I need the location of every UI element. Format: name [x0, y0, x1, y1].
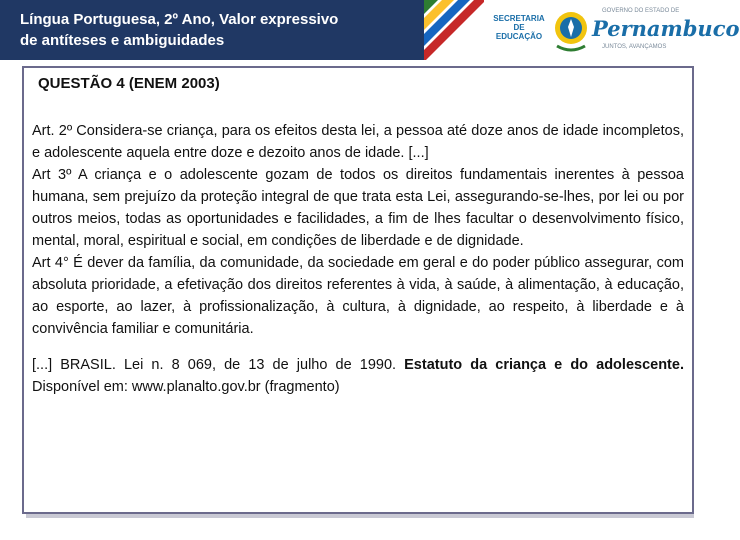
- secretaria-line-1: SECRETARIA: [493, 14, 545, 23]
- paragraph-art-2: Art. 2º Considera-se criança, para os efeitos desta lei, a pessoa até doze anos de idade incompletos, e adolescente aquela entre doze e dezoito anos de idade. [...]: [32, 123, 684, 161]
- title-line-2: de antíteses e ambiguidades: [20, 32, 225, 49]
- slide-title: [20, 9, 440, 51]
- question-title: QUESTÃO 4 (ENEM 2003): [38, 75, 220, 92]
- secretaria-logo: [490, 14, 548, 41]
- paragraph-art-4: Art 4° É dever da família, da comunidade, da sociedade em geral e do poder público assegurar, com absoluta prioridade, a efetivação dos direitos referentes à vida, à saúde, à alimentação, à educação, ao esporte, ao lazer, à profissionalização, à cultura, à dignidade, ao respeito, à liberdade e à convivência familiar e comunitária.: [32, 255, 684, 337]
- title-line-1: Língua Portuguesa, 2º Ano, Valor expressivo: [20, 11, 339, 28]
- brasao-icon: [551, 6, 591, 54]
- box-shadow: [26, 514, 694, 518]
- citation-title: Estatuto da criança e do adolescente.: [404, 357, 684, 373]
- color-stripes-icon: [424, 0, 484, 60]
- pernambuco-logo-name: Pernambuco: [592, 16, 740, 41]
- pernambuco-logo-top: GOVERNO DO ESTADO DE: [602, 8, 680, 14]
- question-text: [32, 120, 684, 398]
- citation-prefix: [...] BRASIL. Lei n. 8 069, de 13 de julho de 1990.: [32, 357, 405, 373]
- pernambuco-logo-sub: JUNTOS, AVANÇAMOS: [602, 44, 667, 50]
- question-box: [22, 66, 694, 514]
- secretaria-line-2: DE EDUCAÇÃO: [495, 23, 543, 41]
- citation-suffix: Disponível em: www.planalto.gov.br (fragmento): [32, 379, 340, 395]
- pernambuco-logo: [592, 8, 740, 56]
- citation: [32, 354, 684, 398]
- paragraph-art-3: Art 3º A criança e o adolescente gozam de todos os direitos fundamentais inerentes à pessoa humana, sem prejuízo da proteção integral de que trata esta Lei, assegurando-se-lhes, por lei ou por outros meios, todas as oportunidades e facilidades, a fim de lhes facultar o desenvolvimento físico, mental, moral, espiritual e social, em condições de liberdade e de dignidade.: [32, 167, 684, 249]
